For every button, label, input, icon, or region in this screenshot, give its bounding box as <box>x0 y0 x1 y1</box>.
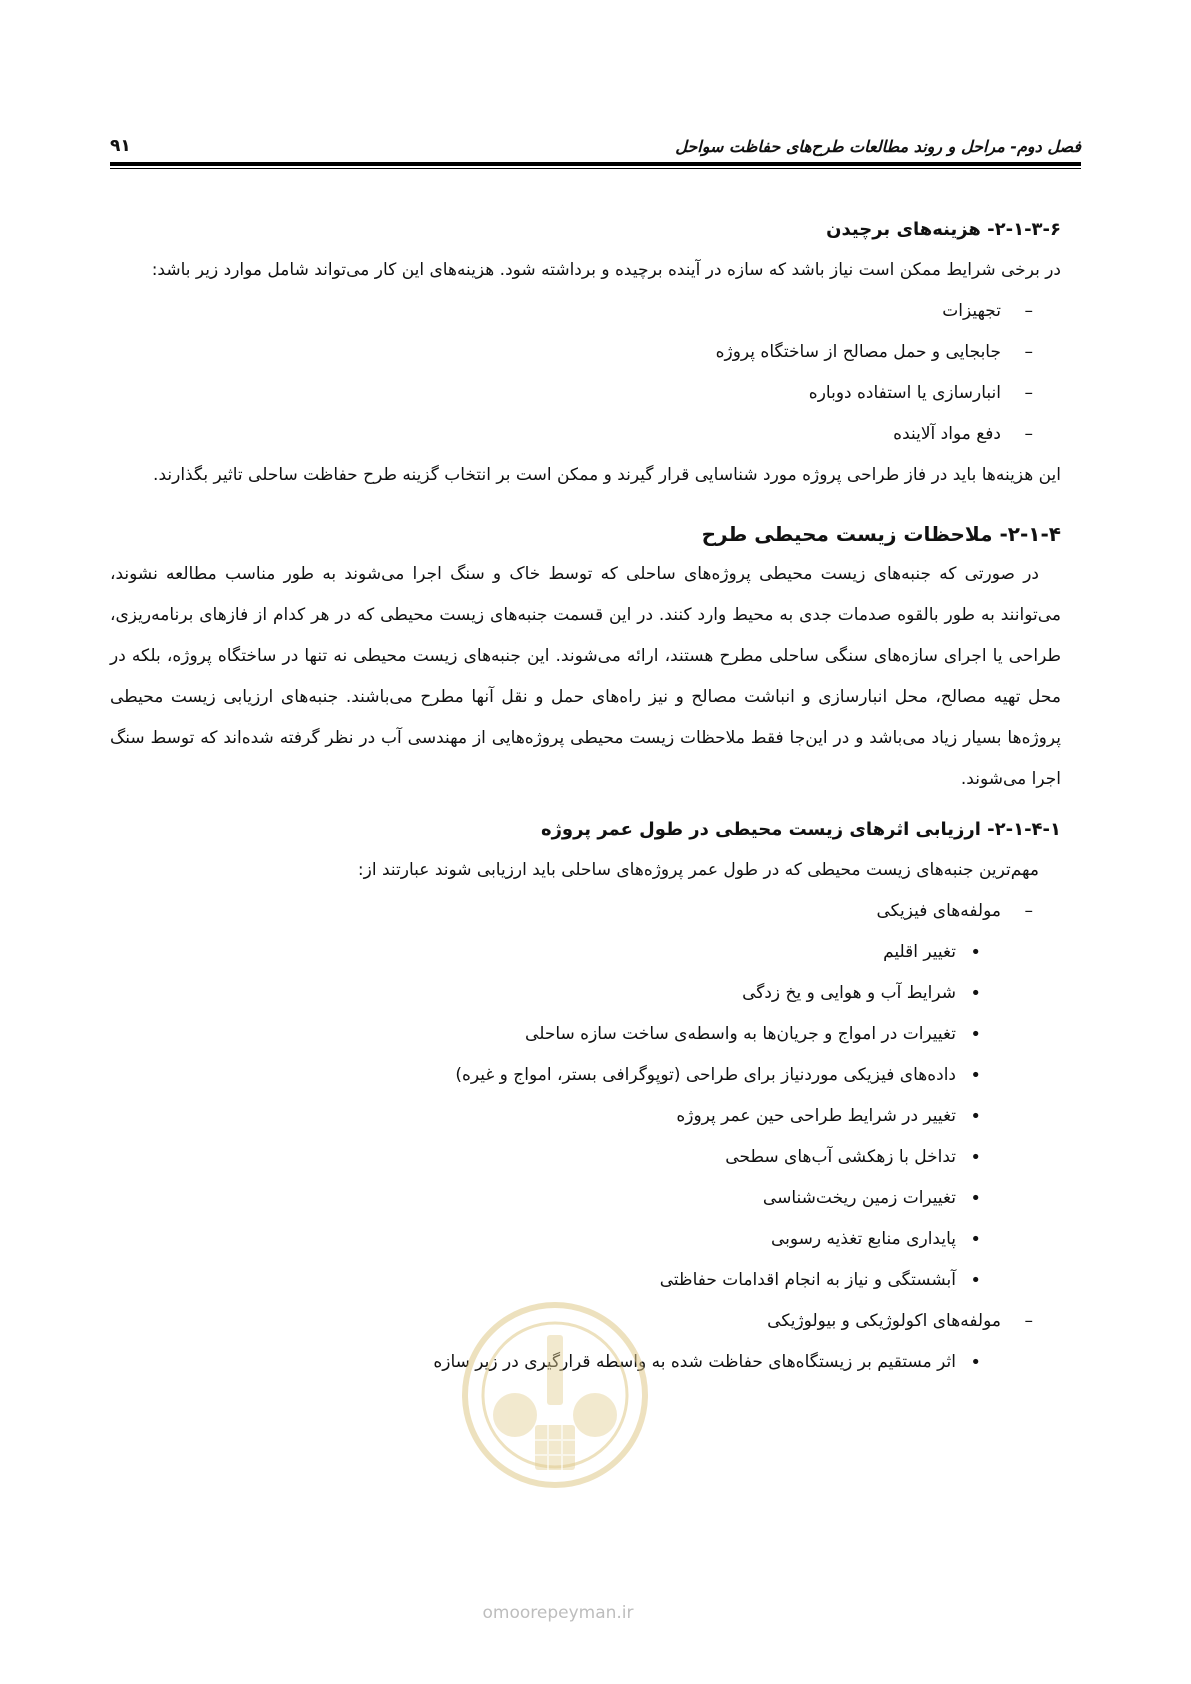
list-item: • داده‌های فیزیکی موردنیاز برای طراحی (توپوگرافی بستر، امواج و غیره) <box>110 1055 1061 1096</box>
group-label-ecological: – مولفه‌های اکولوژیکی و بیولوژیکی <box>110 1301 1061 1342</box>
environmental-paragraph: در صورتی که جنبه‌های زیست محیطی پروژه‌های ساحلی که توسط خاک و سنگ اجرا می‌شوند به طور مناسب مطالعه نشوند، می‌توانند به طور بالقوه صدمات جدی به محیط وارد کنند. در این قسمت جنبه‌های زیست محیطی که در هر کدام از فازهای برنامه‌ریزی، طراحی یا اجرای سازه‌های سنگی ساحلی مطرح هستند، ارائه می‌شوند. این جنبه‌های زیست محیطی نه تنها در ساختگاه پروژه، بلکه در محل تهیه مصالح، محل انبارسازی و انباشت مصالح و نیز راه‌های حمل و نقل آنها مطرح می‌باشند. جنبه‌های ارزیابی زیست محیطی پروژه‌ها بسیار زیاد می‌باشد و در این‌جا فقط ملاحظات زیست محیطی پروژه‌هایی از مهندسی آب در نظر گرفته شده‌اند که توسط سنگ اجرا می‌شوند. <box>110 564 1061 789</box>
running-title: فصل دوم- مراحل و روند مطالعات طرح‌های حفاظت سواحل <box>675 137 1081 156</box>
list-item: • شرایط آب و هوایی و یخ زدگی <box>110 973 1061 1014</box>
list-item: • اثر مستقیم بر زیستگاه‌های حفاظت شده به واسطه قرارگیری در زیر سازه <box>110 1342 1061 1383</box>
page-number: ۹۱ <box>110 136 131 156</box>
dismantling-closing: این هزینه‌ها باید در فاز طراحی پروژه مورد شناسایی قرار گیرند و ممکن است بر انتخاب گزینه طرح حفاظت ساحلی تاثیر بگذارند. <box>153 465 1061 485</box>
section-heading-environmental: ۲-۱-۴- ملاحظات زیست محیطی طرح <box>701 522 1061 546</box>
physical-components-list <box>110 932 1061 1301</box>
header-rule-thick <box>110 162 1081 166</box>
main-content <box>110 210 1061 1383</box>
section-heading-dismantling-costs: ۲-۱-۳-۶- هزینه‌های برچیدن <box>826 219 1061 240</box>
list-item: • تغییر در شرایط طراحی حین عمر پروژه <box>110 1096 1061 1137</box>
list-item: – جابجایی و حمل مصالح از ساختگاه پروژه <box>110 332 1061 373</box>
impact-intro: مهم‌ترین جنبه‌های زیست محیطی که در طول عمر پروژه‌های ساحلی باید ارزیابی شوند عبارتند از: <box>357 860 1039 880</box>
header-rule-thin <box>110 168 1081 169</box>
dismantling-intro: در برخی شرایط ممکن است نیاز باشد که سازه در آینده برچیده و برداشته شود. هزینه‌های این کار می‌تواند شامل موارد زیر باشد: <box>151 260 1061 280</box>
list-item: – تجهیزات <box>110 291 1061 332</box>
list-item: • تغییر اقلیم <box>110 932 1061 973</box>
physical-components-group <box>110 891 1061 932</box>
list-item: • تداخل با زهکشی آب‌های سطحی <box>110 1137 1061 1178</box>
list-item: • تغییرات در امواج و جریان‌ها به واسطه‌ی ساخت سازه ساحلی <box>110 1014 1061 1055</box>
list-item: • پایداری منابع تغذیه رسوبی <box>110 1219 1061 1260</box>
list-item: • تغییرات زمین ریخت‌شناسی <box>110 1178 1061 1219</box>
running-header <box>110 130 1081 156</box>
section-heading-impact-assessment: ۲-۱-۴-۱- ارزیابی اثرهای زیست محیطی در طول عمر پروژه <box>540 819 1061 840</box>
list-item: • آبشستگی و نیاز به انجام اقدامات حفاظتی <box>110 1260 1061 1301</box>
ecological-components-group <box>110 1301 1061 1342</box>
watermark-url: omoorepeyman.ir <box>482 1603 634 1623</box>
group-label-physical: – مولفه‌های فیزیکی <box>110 891 1061 932</box>
list-item: – دفع مواد آلاینده <box>110 414 1061 455</box>
dismantling-cost-list <box>110 291 1061 455</box>
ecological-components-list <box>110 1342 1061 1383</box>
list-item: – انبارسازی یا استفاده دوباره <box>110 373 1061 414</box>
